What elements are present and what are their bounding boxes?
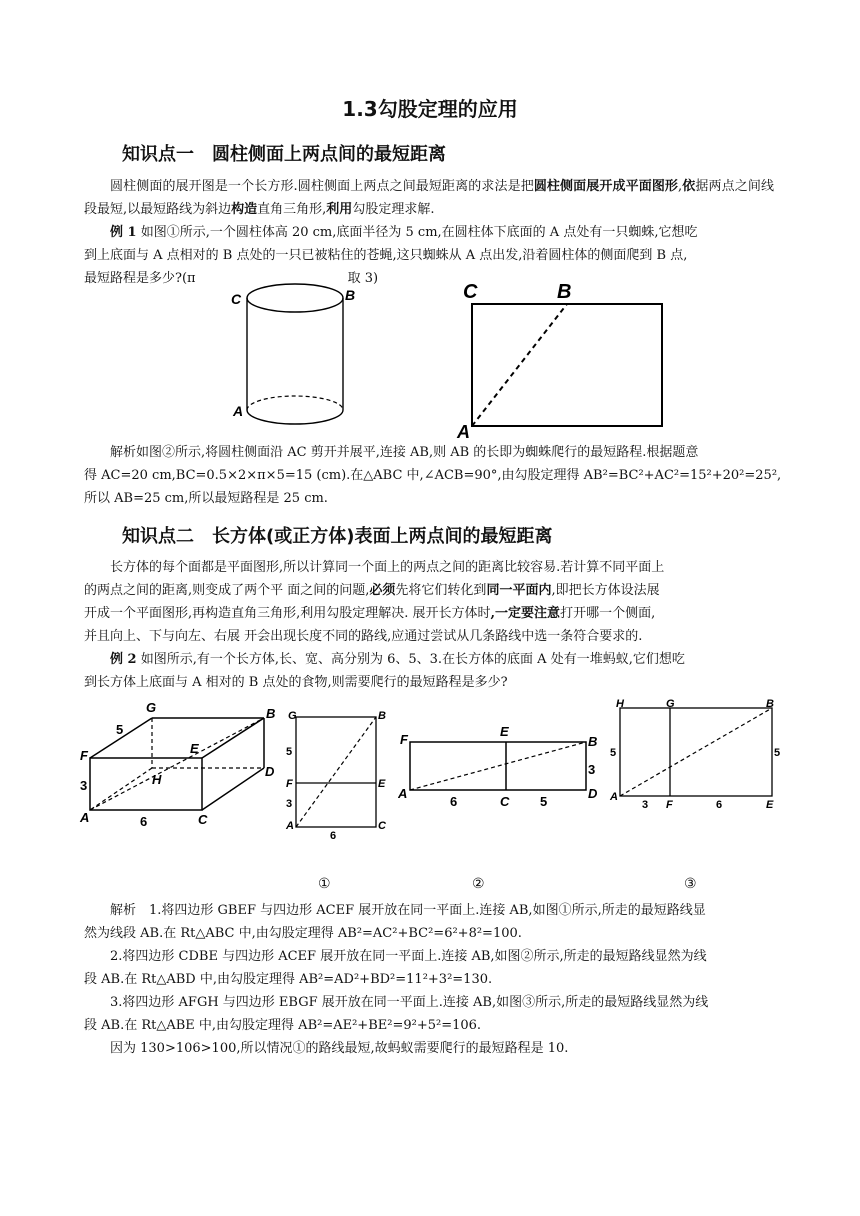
figure-label: B	[266, 706, 276, 721]
cylinder-figure	[225, 280, 365, 440]
figure-label: 6	[716, 799, 723, 811]
section-2-intro-line-3	[84, 602, 784, 625]
text-run: ,一定要注意	[490, 606, 561, 621]
figure-stroke	[410, 742, 586, 790]
figure-label: 3	[286, 798, 293, 810]
net-2-figure	[398, 722, 610, 812]
figure-label: F	[666, 799, 673, 811]
figure-stroke	[90, 768, 152, 810]
figure-label: 6	[450, 794, 458, 809]
solution-2-p3-line-2: 段 AB.在 Rt△ABE 中,由勾股定理得 AB²=AE²+BE²=9²+5²=106.	[84, 1018, 482, 1033]
text-run: 同一平面内	[486, 583, 552, 598]
cylinder-label-b: B	[345, 287, 356, 303]
example-2-line-1	[84, 648, 784, 671]
solution-2-p3-line-1: 3.将四边形 AFGH 与四边形 EBGF 展开放在同一平面上.连接 AB,如图③所示,所走的最短路线显然为线	[110, 995, 709, 1010]
solution-1-line-2: 得 AC=20 cm,BC=0.5×2×π×5=15 (cm).在△ABC 中,∠ACB=90°,由勾股定理得 AB²=BC²+AC²=15²+20²=25²,	[84, 468, 782, 483]
text-run: 例 1	[110, 225, 137, 240]
figure-label: A	[398, 786, 408, 801]
section-2-heading: 知识点二 长方体(或正方体)表面上两点间的最短距离	[122, 526, 553, 547]
figure-label: B	[588, 734, 598, 749]
text-run: 如图所示,有一个长方体,长、宽、高分别为 6、5、3.在长方体的底面 A 处有一堆蚂蚁,它们想吃	[136, 652, 685, 667]
text-run: 如图①所示,一个圆柱体高 20 cm,底面半径为 5 cm,在圆柱体下底面的 A 点处有一只蜘蛛,它想吃	[136, 225, 698, 240]
figure-label: D	[588, 786, 598, 801]
figure-label: E	[766, 799, 774, 811]
figure-label: H	[616, 698, 624, 710]
figure-label: 6	[330, 830, 337, 842]
figure-label: 5	[116, 722, 124, 737]
figure-stroke	[90, 758, 202, 810]
figure-label: E	[378, 778, 386, 790]
figure-stroke	[202, 768, 264, 810]
text-run: 必须	[369, 583, 396, 598]
text-run: 勾股定理求解.	[352, 202, 435, 217]
figure-label: A	[286, 820, 294, 832]
caption-1: ①	[318, 876, 331, 892]
example-1-line-1	[84, 221, 784, 244]
figure-label: F	[286, 778, 293, 790]
figure-label: A	[610, 791, 618, 803]
solution-1-line-1: 解析如图②所示,将圆柱侧面沿 AC 剪开并展平,连接 AB,则 AB 的长即为蜘蛛爬行的最短路程.根据题意	[110, 445, 699, 460]
text-run: 据两点之间线段最短,以最短路线为斜边	[84, 179, 774, 217]
figure-label: B	[766, 698, 774, 710]
text-run: 构造	[231, 202, 258, 217]
figure-label: F	[80, 748, 88, 763]
example-2-line-2: 到长方体上底面与 A 相对的 B 点处的食物,则需要爬行的最短路程是多少?	[84, 675, 508, 690]
figure-label: 6	[140, 814, 148, 829]
text-run: 直角三角形,	[257, 202, 327, 217]
unrolled-rectangle-figure	[455, 278, 670, 442]
cuboid-figure	[78, 698, 283, 838]
section-1-intro	[84, 175, 774, 221]
figure-label: H	[152, 772, 162, 787]
figure-label: B	[378, 710, 386, 722]
figure-label: 3	[588, 762, 596, 777]
figure-stroke	[247, 396, 343, 410]
section-1-heading: 知识点一 圆柱侧面上两点间的最短距离	[122, 144, 446, 165]
figure-label: 5	[774, 747, 781, 759]
text-run: 的两点之间的距离,则变成了两个平 面之间的问题,	[84, 583, 370, 598]
figure-label: C	[198, 812, 208, 827]
caption-2: ②	[472, 876, 485, 892]
rectangle-label-a: A	[457, 422, 470, 442]
figure-stroke	[247, 284, 343, 312]
rectangle-label-c: C	[463, 281, 478, 303]
caption-3: ③	[684, 876, 697, 892]
net-3-figure	[608, 698, 788, 814]
figure-label: 5	[540, 794, 548, 809]
solution-1-line-3: 所以 AB=25 cm,所以最短路程是 25 cm.	[84, 491, 328, 506]
text-run: 开成一个平面图形,再构造直角三角形,利用勾股定理解决. 展开长方体时	[84, 606, 491, 621]
solution-2-p2-line-1: 2.将四边形 CDBE 与四边形 ACEF 展开放在同一平面上.连接 AB,如图②所示,所走的最短路线显然为线	[110, 949, 707, 964]
rectangle-label-b: B	[557, 281, 572, 303]
text-run: 取 3)	[347, 271, 379, 286]
text-run: 圆柱侧面展开成平面图形	[533, 179, 679, 194]
text-run: 打开哪一个侧面,	[560, 606, 656, 621]
figure-label: 5	[286, 746, 293, 758]
text-run: ,即把长方体设法展	[551, 583, 660, 598]
example-1-line-3	[84, 267, 784, 290]
section-2-intro-line-1: 长方体的每个面都是平面图形,所以计算同一个面上的两点之间的距离比较容易.若计算不同平面上	[110, 560, 665, 575]
figure-label: C	[378, 820, 386, 832]
figure-label: 5	[610, 747, 617, 759]
text-run: 例 2	[110, 652, 137, 667]
solution-2-p1-line-1: 解析 1.将四边形 GBEF 与四边形 ACEF 展开放在同一平面上.连接 AB,如图①所示,所走的最短路线显	[110, 903, 706, 918]
cylinder-label-a: A	[233, 403, 244, 419]
figure-label: G	[288, 710, 297, 722]
figure-label: E	[190, 741, 199, 756]
solution-2-p1-line-2: 然为线段 AB.在 Rt△ABC 中,由勾股定理得 AB²=AC²+BC²=6²+8²=100.	[84, 926, 522, 941]
figure-stroke	[296, 717, 376, 827]
text-run: 利用	[326, 202, 353, 217]
figure-label: G	[146, 700, 157, 715]
conclusion: 因为 130>106>100,所以情况①的路线最短,故蚂蚁需要爬行的最短路程是 10.	[110, 1041, 569, 1056]
solution-2-p2-line-2: 段 AB.在 Rt△ABD 中,由勾股定理得 AB²=AD²+BD²=11²+3²=130.	[84, 972, 493, 987]
page-title: 1.3勾股定理的应用	[342, 97, 518, 121]
figure-stroke	[202, 718, 264, 758]
figure-stroke	[247, 410, 343, 424]
figure-stroke	[472, 304, 567, 426]
figure-label: D	[265, 764, 275, 779]
text-run: 最短路程是多少?(π	[84, 271, 196, 286]
section-2-intro-line-2	[84, 579, 784, 602]
figure-label: A	[80, 810, 90, 825]
figure-label: E	[500, 724, 509, 739]
figure-label: C	[500, 794, 510, 809]
text-run: 先将它们转化到	[395, 583, 487, 598]
figure-label: 3	[642, 799, 649, 811]
section-2-intro-line-4: 并且向上、下与向左、右展 开会出现长度不同的路线,应通过尝试从几条路线中选一条符合要求的.	[84, 629, 643, 644]
figure-stroke	[472, 304, 662, 426]
text-run: 圆柱侧面的展开图是一个长方形.圆柱侧面上两点之间最短距离的求法是把	[110, 179, 534, 194]
text-run: 依	[682, 179, 696, 194]
figure-label: G	[666, 698, 675, 710]
figure-stroke	[620, 708, 772, 796]
example-1-line-2: 到上底面与 A 点相对的 B 点处的一只已被粘住的苍蝇,这只蜘蛛从 A 点出发,沿着圆柱体的侧面爬到 B 点,	[84, 248, 688, 263]
text-run: ,	[678, 179, 683, 194]
figure-label: F	[400, 732, 408, 747]
net-1-figure	[284, 705, 394, 845]
figure-label: 3	[80, 778, 88, 793]
cylinder-label-c: C	[231, 291, 242, 307]
